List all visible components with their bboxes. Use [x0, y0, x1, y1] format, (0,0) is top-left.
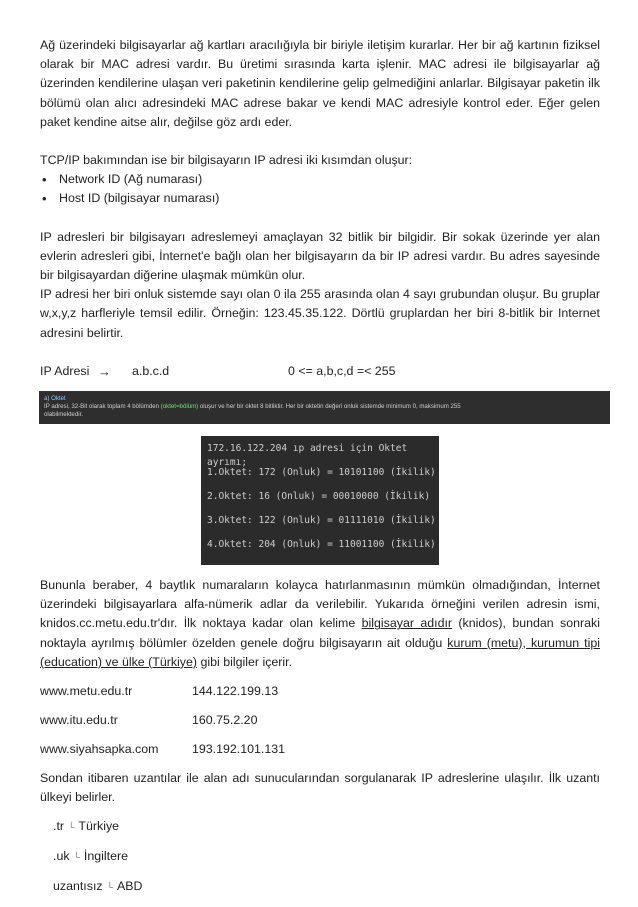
paragraph-tcpip-intro: TCP/IP bakımından ise bir bilgisayarın IP adresi iki kısımdan oluşur: — [40, 153, 413, 168]
paragraph-extensions: Sondan itibaren uzantılar ile alan adı sunucularından sorgulanarak IP adreslerine ulaşılır. İlk uzantı ülkeyi belirler. — [40, 771, 600, 805]
paragraph-alphanumeric-names: Bununla beraber, 4 baytlık numaraların kolayca hatırlanmasının mümkün olmadığından, İnternet üzerindeki bilgisayarlara alfa-nümerik adlar da verilebilir. Yukarıda örneğini verilen adresin ismi, knidos.cc.metu.edu.tr'dır. İlk noktaya kadar olan kelime bilgisayar adıdır (knidos), bundan sonraki noktayla ayrılmış bölümler özelden genele doğru bilgisayarın ait olduğu kurum (metu), kurumun tipi (education) ve ülke (Türkiye) gibi bilgiler içerir. — [40, 578, 600, 669]
domain-row — [40, 682, 600, 711]
code-line: 2.Oktet: 16 (Onluk) = 00010000 (İkilik) — [207, 491, 431, 503]
domain-row — [40, 740, 600, 769]
domain-ip: 144.122.199.13 — [192, 684, 279, 699]
oktet-example-image — [201, 436, 439, 565]
paragraph-ip-groups: IP adresi her biri onluk sistemde sayı olan 0 ila 255 arasında olan 4 sayı grubundan oluşur. Bu gruplar w,x,y,z harfleriyle temsil edilir. Örneğin: 123.45.35.122. Dörtlü gruplardan her biri 8-bitlik bir Internet adresini belirtir. — [40, 287, 600, 340]
domain-ip: 160.75.2.20 — [192, 713, 258, 728]
domain-name: www.siyahsapka.com — [40, 742, 159, 757]
underlined-computer-name: bilgisayar adıdır — [361, 616, 453, 631]
document-page — [40, 36, 600, 907]
paragraph-ip-definition: IP adresleri bir bilgisayarı adreslemeyi amaçlayan 32 bitlik bir bilgidir. Bir sokak üzerinde yer alan evlerin adresleri gibi, İnternet'e bağlı olan her bilgisayarın da bir IP adresi vardır. Bu adres sayesinde bir bilgisayardan diğerine ulaşmak mümkün olur. — [40, 229, 600, 283]
paragraph-mac: Ağ üzerindeki bilgisayarlar ağ kartları aracılığıyla bir biriyle iletişim kurarlar. Her bir ağ kartının fiziksel olarak bir MAC adresi vardır. Bu üretimi sırasında karta işlenir. MAC adresi ile bilgisayarlar ağ üzerinden kendilerine ulaşan veri paketinin kendilerine gelip gelmediğini anlarlar. Bilgisayar paketin ilk bölümü olan alıcı adresindeki MAC adrese bakar ve kendi MAC adresiyle kontrol eder. Eğer gelen paket kendine aitse alır, değilse göz ardı eder. — [40, 38, 600, 129]
arrow-right-icon: → — [98, 363, 111, 379]
underlined-institution-info: kurum (metu), kurumun tipi (education) ve ülke (Türkiye) — [40, 635, 600, 669]
bullet-network-id: • Network ID (Ağ numarası) — [40, 170, 600, 189]
ip-format-label: IP Adresi — [40, 363, 90, 378]
tld-row: uzantısız └ ABD — [53, 879, 143, 894]
oktet-banner-line1: IP adresi, 32-Bit olarak toplam 4 bölümden (oktet=bölüm) oluşur ve her bir oktet 8 bitliktir. Her bir oktetin değeri onluk sistemde minimum 0, maksimum 255 — [44, 403, 461, 411]
domain-name: www.metu.edu.tr — [40, 684, 133, 699]
code-line: 1.Oktet: 172 (Onluk) = 10101100 (İkilik) — [207, 467, 436, 479]
ip-format-pattern: a.b.c.d — [132, 363, 170, 378]
oktet-banner-title: a) Oktet — [44, 395, 66, 403]
oktet-banner-image — [39, 391, 610, 424]
tld-row: .tr └ Türkiye — [53, 819, 120, 834]
code-line: 172.16.122.204 ıp adresi için Oktet ayrımı; — [207, 443, 408, 469]
code-line: 4.Oktet: 204 (Onluk) = 11001100 (İkilik) — [207, 539, 436, 551]
domain-ip-list — [40, 682, 600, 769]
tld-row: .uk └ İngiltere — [53, 849, 129, 864]
ip-format-row — [40, 362, 600, 381]
ip-format-range: 0 <= a,b,c,d =< 255 — [288, 363, 396, 378]
domain-name: www.itu.edu.tr — [40, 713, 118, 728]
bullet-list — [40, 170, 600, 208]
code-line: 3.Oktet: 122 (Onluk) = 01111010 (İkilik) — [207, 515, 436, 527]
oktet-banner-line2: olabilmektedir. — [44, 411, 83, 419]
bullet-host-id: • Host ID (bilgisayar numarası) — [40, 189, 600, 208]
tld-list — [40, 817, 600, 907]
domain-row — [40, 711, 600, 740]
domain-ip: 193.192.101.131 — [192, 742, 286, 757]
